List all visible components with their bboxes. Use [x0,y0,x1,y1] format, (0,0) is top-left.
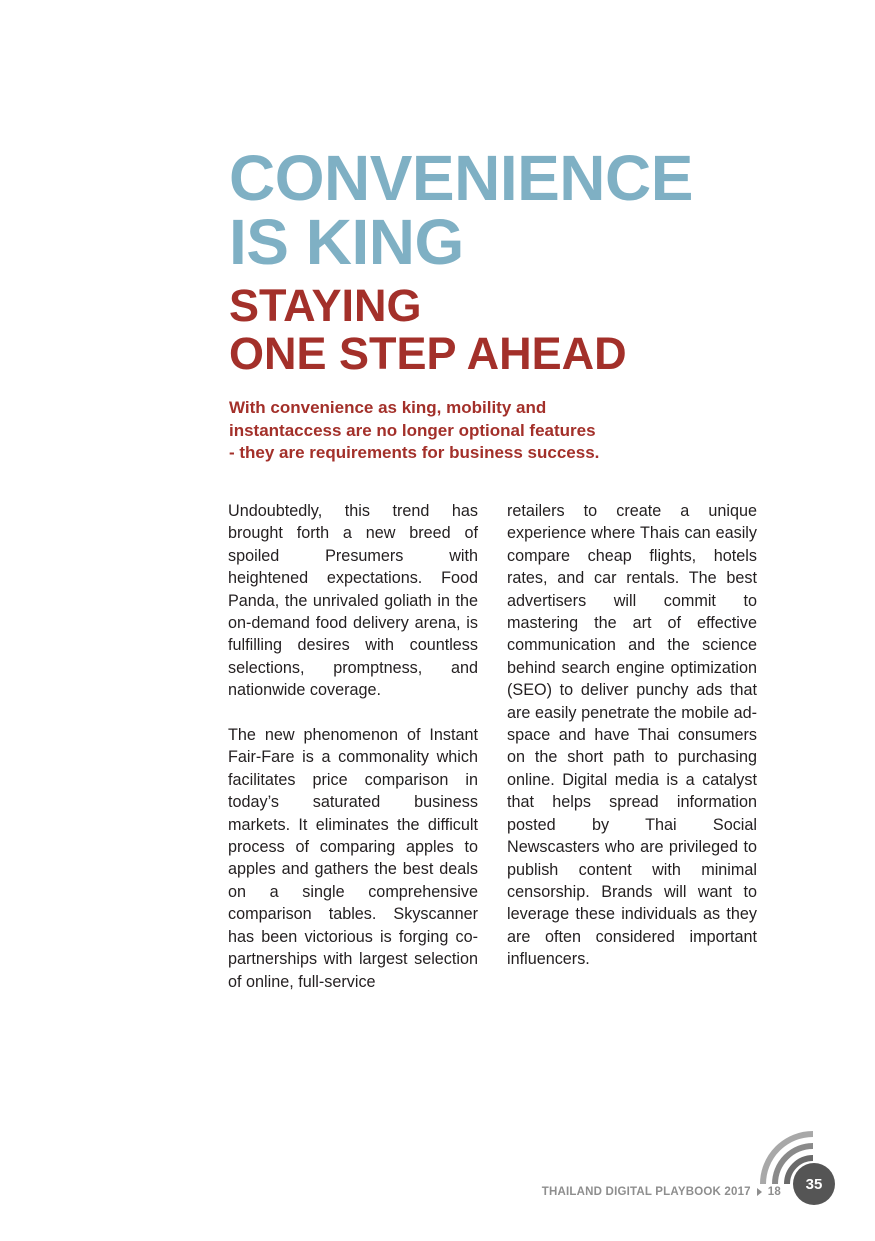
main-heading-line-2: IS KING [229,206,464,278]
section-page-number: 18 [767,1186,781,1198]
page-number: 35 [805,1175,823,1193]
body-column-right [507,500,757,971]
sub-heading-line-2: ONE STEP AHEAD [229,328,627,379]
lede-line-3: - they are requirements for business success. [229,443,600,462]
lede-line-1: With convenience as king, mobility and [229,398,547,417]
body-paragraph: retailers to create a unique experience where Thais can easily compare cheap flights, hotels rates, and car rentals. The best advertisers will commit to mastering the art of effective communication and the science behind search engine optimization (SEO) to deliver punchy ads that are easily penetrate the mobile ad-space and have Thai consumers on the short path to purchasing online. Digital media is a catalyst that helps spread information posted by Thai Social Newscasters who are privileged to publish content with minimal censorship. Brands will want to leverage these individuals as they are often considered important influencers. [507,502,757,969]
page-footer [542,1186,781,1198]
main-heading-line-1: CONVENIENCE [229,142,693,214]
main-heading [229,142,829,278]
body-paragraph: Undoubtedly, this trend has brought forth a new breed of spoiled Presumers with heightened expectations. Food Panda, the unrivaled goliath in the on-demand food delivery arena, is fulfilling desires with countless selections, promptness, and nationwide coverage. [228,502,478,700]
publication-title: THAILAND DIGITAL PLAYBOOK 2017 [541,1186,751,1198]
body-paragraph: The new phenomenon of Instant Fair-Fare is a commonality which facilitates price comparison in today’s saturated business markets. It eliminates the difficult process of comparing apples to apples and gathers the best deals on a single comprehensive comparison tables. Skyscanner has been victorious is forging co-partnerships with largest selection of online, full-service [228,726,478,991]
lede-paragraph [229,397,624,465]
sub-heading-line-1: STAYING [229,280,422,331]
page-number-badge [793,1163,835,1205]
sub-heading [229,282,829,378]
lede-line-2: instantaccess are no longer optional features [229,420,596,440]
triangle-right-icon [757,1188,762,1196]
body-column-left [228,500,478,993]
